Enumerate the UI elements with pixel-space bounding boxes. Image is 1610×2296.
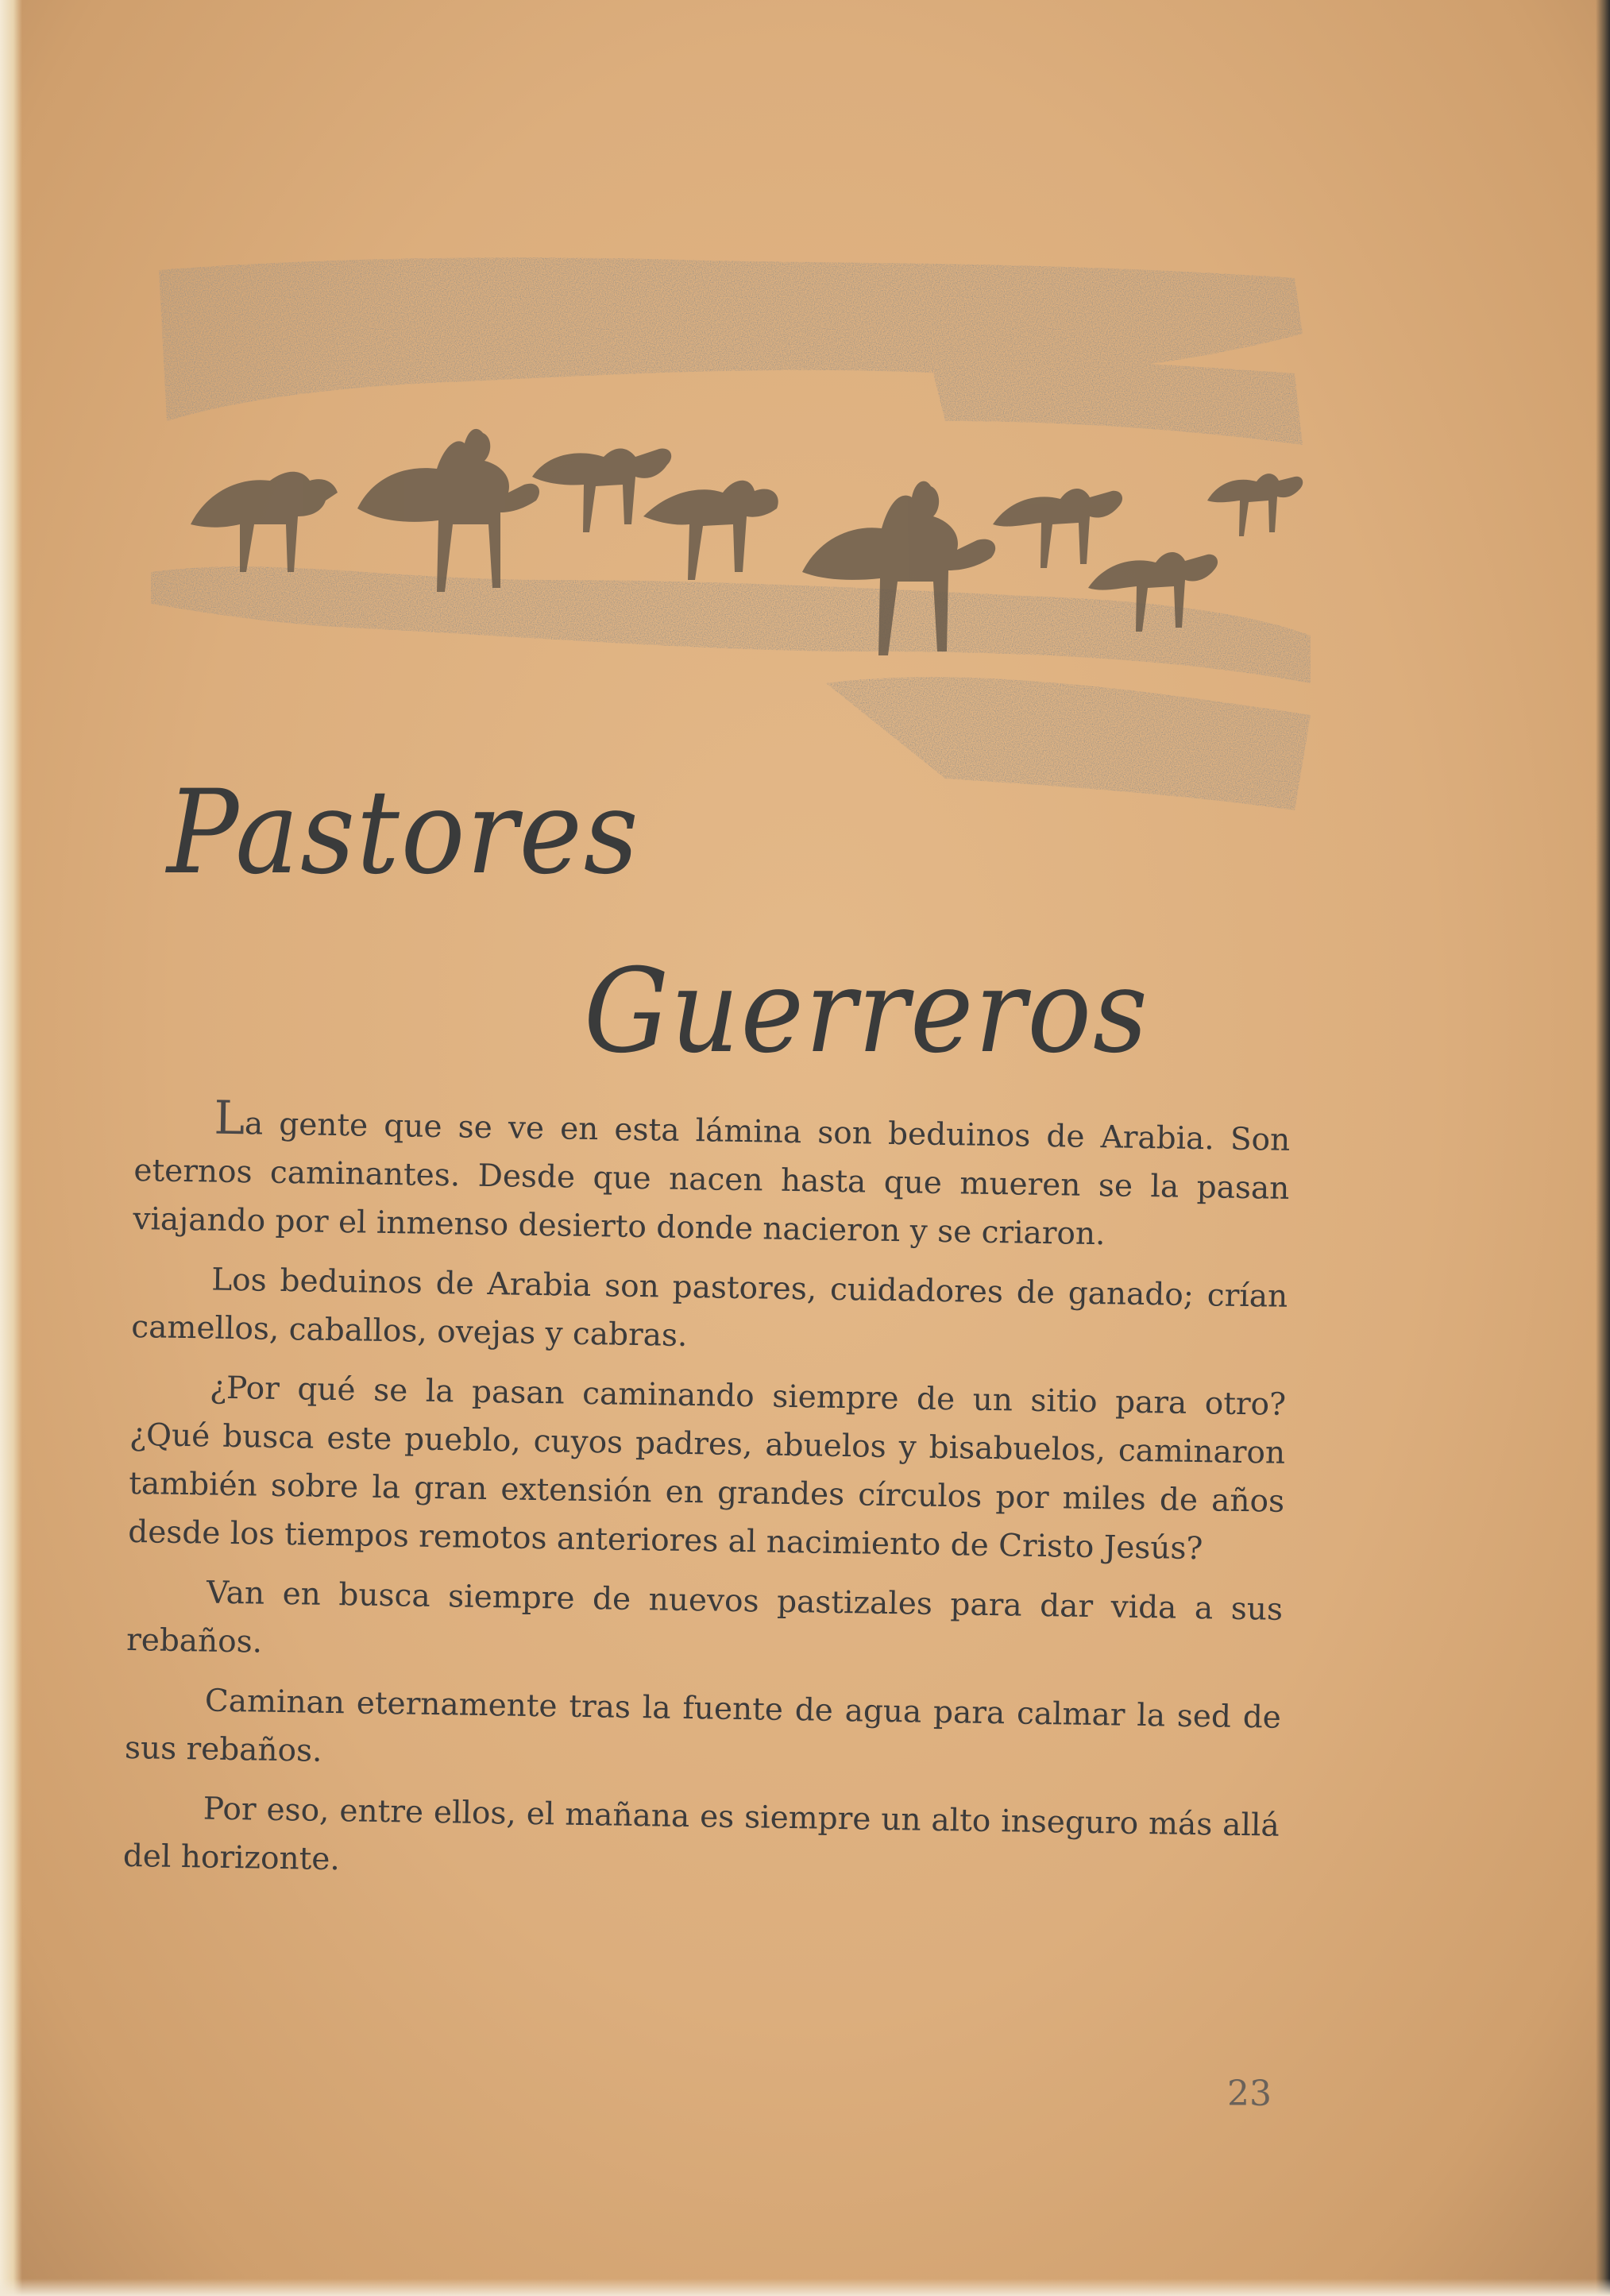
initial-letter: L [213,1090,245,1146]
page-right-edge [1596,0,1610,2296]
page-number: 23 [1227,2074,1272,2114]
title-line-2: Guerreros [584,944,1149,1079]
paragraph-1-text: a gente que se ve en esta lámina son beduinos de Arabia. Son eternos caminantes. Desde que nacen hasta que mueren se la pasan viajando por el inmenso desierto donde nacieron y se criaron. [133,1106,1291,1253]
page-bottom-edge [0,2279,1610,2296]
paragraph-3: ¿Por qué se la pasan caminando siempre de un sitio para otro? ¿Qué busca este pueblo, cuyos padres, abuelos y bisabuelos, caminaron también sobre la gran extensión en grandes círculos por miles de años desde los tiempos remotos anteriores al nacimiento de Cristo Jesús? [127,1370,1287,1567]
paragraph-2: Los beduinos de Arabia son pastores, cuidadores de ganado; crían camellos, caballos, ovejas y cabras. [131,1262,1288,1354]
page-left-edge [0,0,22,2296]
paragraph-5: Caminan eternamente tras la fuente de agua para calmar la sed de sus rebaños. [124,1683,1282,1769]
paragraph-6: Por eso, entre ellos, el mañana es siempre un alto inseguro más allá del horizonte. [122,1791,1280,1878]
article-body [122,1092,1291,1910]
paragraph-1 [133,1092,1291,1262]
title-line-1: Pastores [167,765,640,900]
desert-camel-caravan-illustration [151,238,1311,826]
paragraph-4: Van en busca siempre de nuevos pastizales para dar vida a sus rebaños. [125,1575,1284,1660]
